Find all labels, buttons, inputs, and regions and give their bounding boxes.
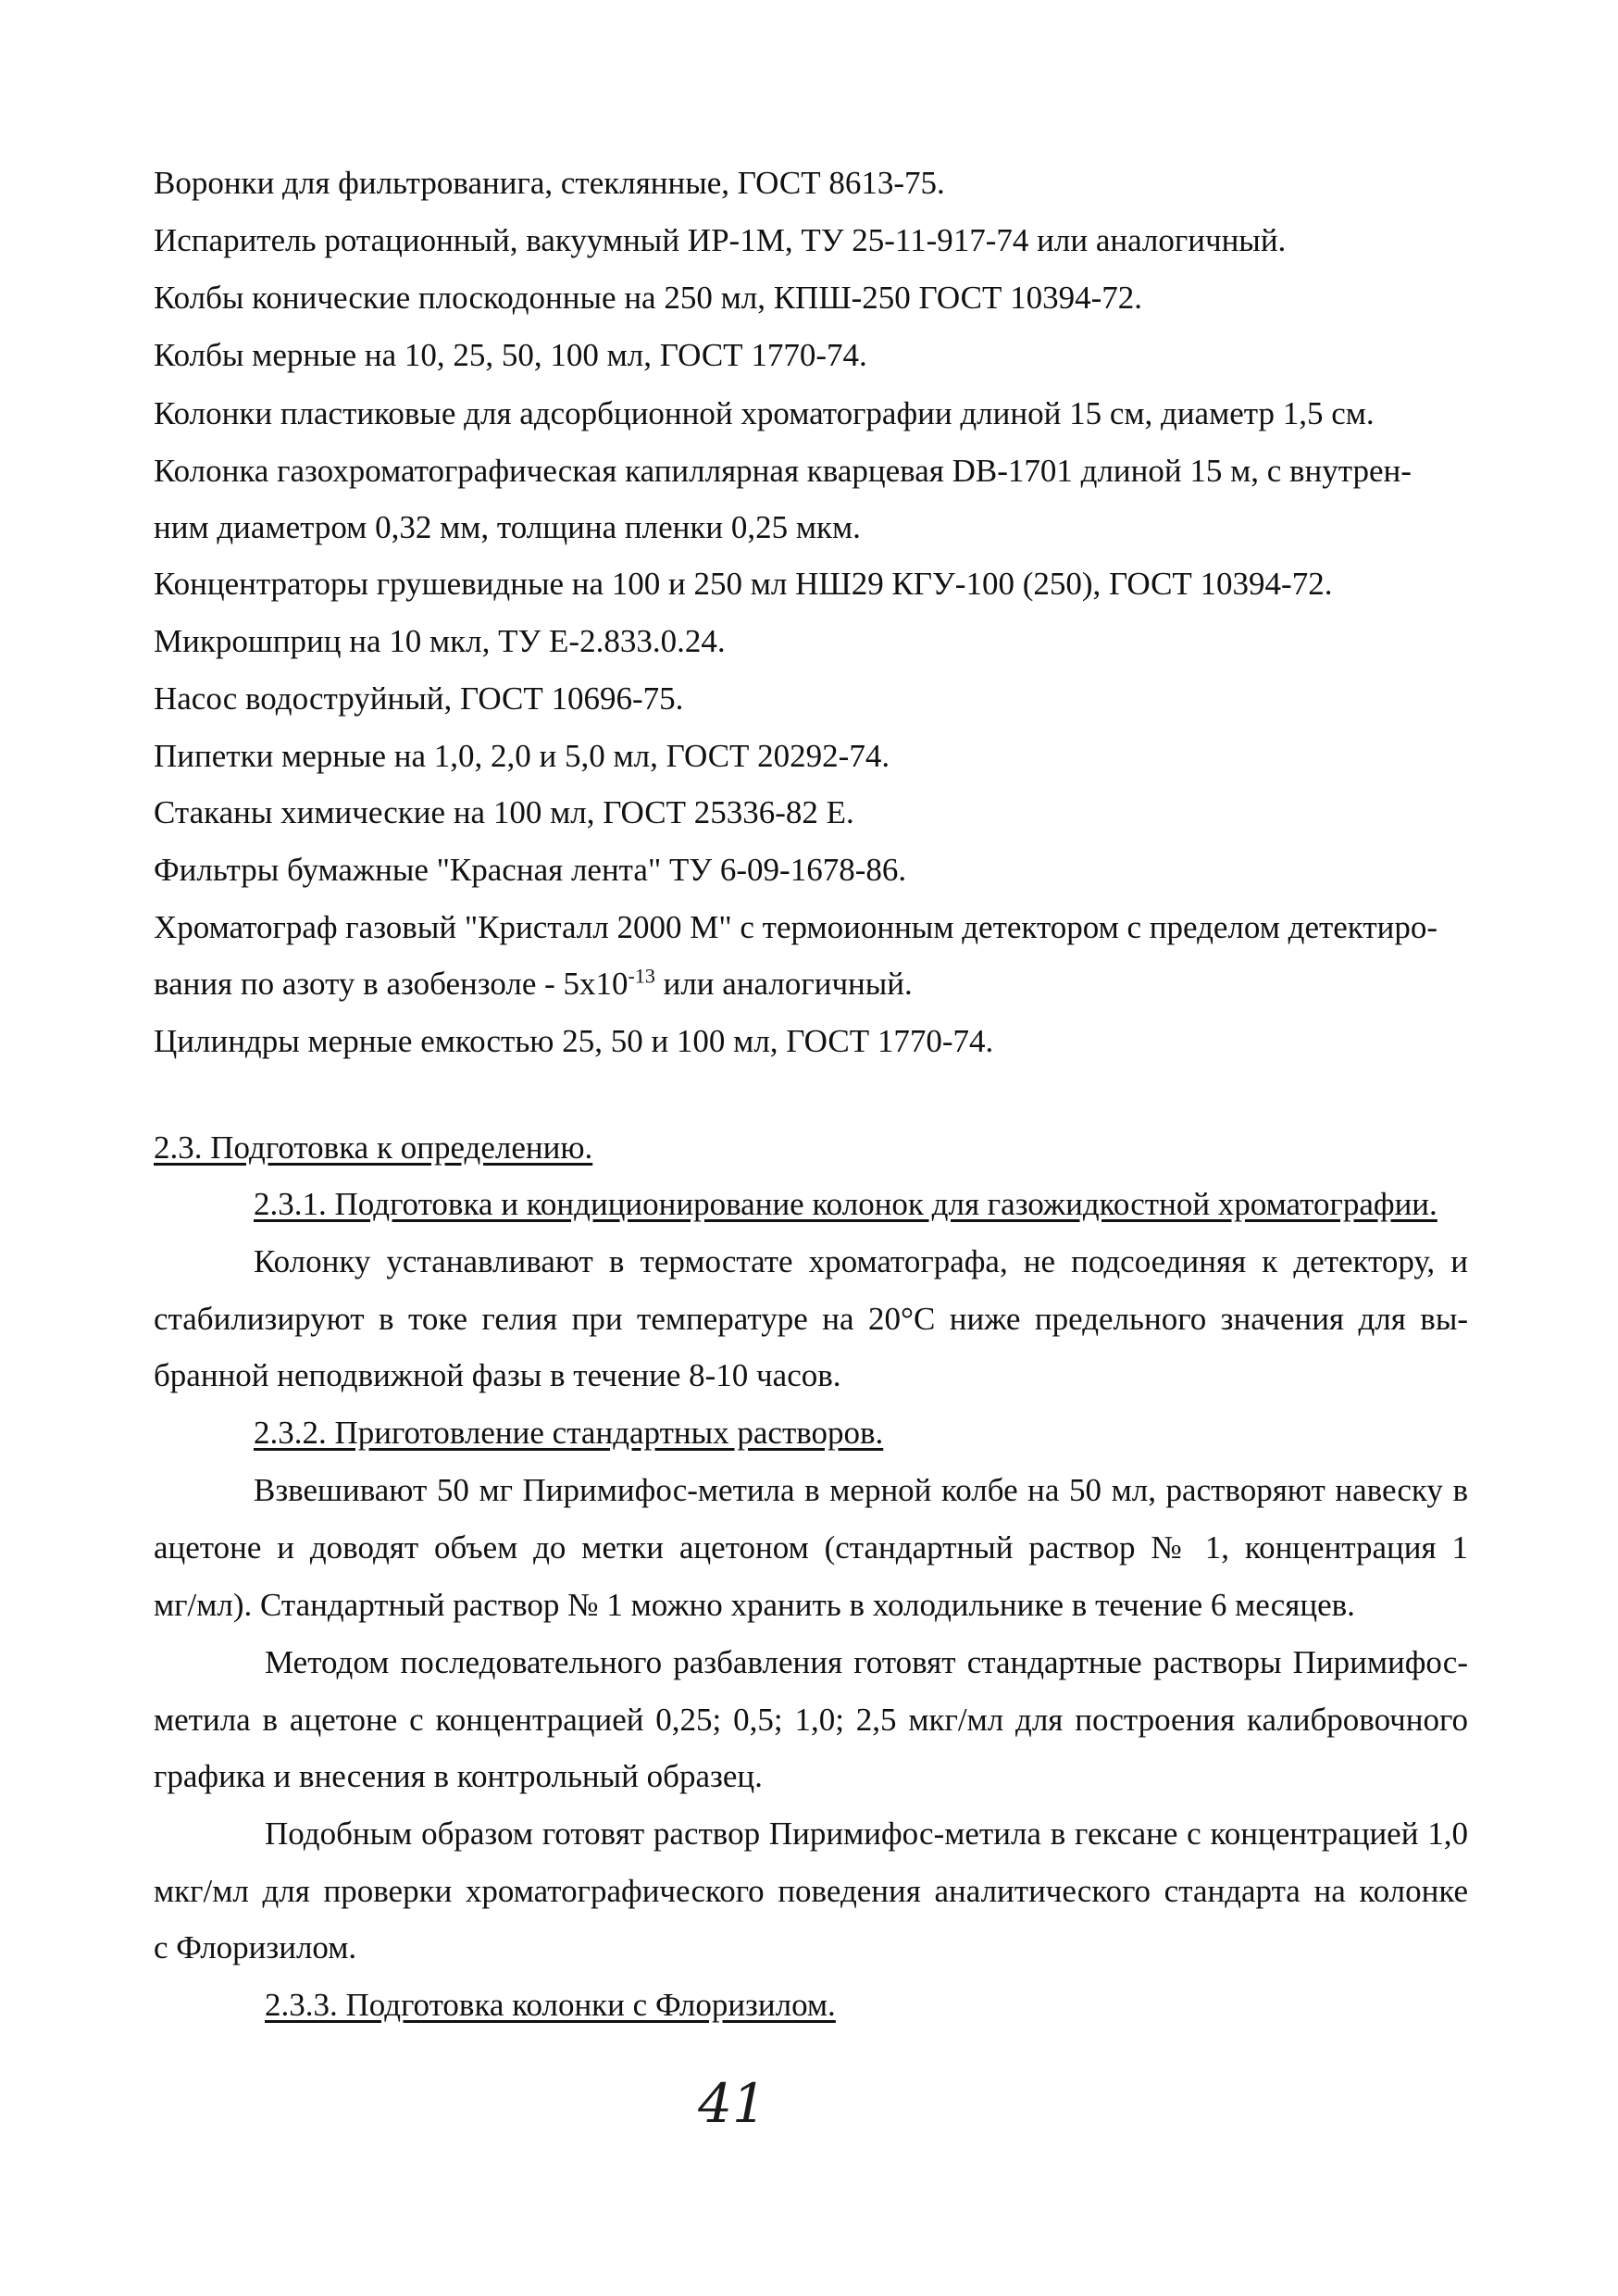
equipment-item: Колбы конические плоскодонные на 250 мл, КПШ-250 ГОСТ 10394-72. — [154, 280, 1142, 316]
equipment-item: Микрошприц на 10 мкл, ТУ Е-2.833.0.24. — [154, 623, 726, 659]
equipment-item: Хроматограф газовый "Кристалл 2000 М" с термоионным детектором с пределом детектиро- — [154, 909, 1438, 945]
equipment-item: Пипетки мерные на 1,0, 2,0 и 5,0 мл, ГОСТ 20292-74. — [154, 738, 890, 774]
paragraph-line: бранной неподвижной фазы в течение 8-10 часов. — [154, 1357, 841, 1393]
equipment-item: Стаканы химические на 100 мл, ГОСТ 25336-82 Е. — [154, 794, 854, 830]
equipment-item: Колбы мерные на 10, 25, 50, 100 мл, ГОСТ 1770-74. — [154, 337, 867, 373]
paragraph-line: метила в ацетоне с концентрацией 0,25; 0,5; 1,0; 2,5 мкг/мл для построения калибровочного — [154, 1702, 1468, 1738]
paragraph-line: стабилизируют в токе гелия при температуре на 20°С ниже предельного значения для вы- — [154, 1301, 1468, 1337]
equipment-item: Испаритель ротационный, вакуумный ИР-1М, ТУ 25-11-917-74 или аналогичный. — [154, 222, 1287, 258]
exponent: -13 — [628, 964, 655, 988]
section-heading: 2.3. Подготовка к определению. — [154, 1129, 593, 1166]
subsection-heading: 2.3.2. Приготовление стандартных растворов. — [254, 1415, 884, 1451]
equipment-item: Фильтры бумажные "Красная лента" ТУ 6-09-1678-86. — [154, 852, 907, 888]
equipment-item-continuation: ним диаметром 0,32 мм, толщина пленки 0,25 мкм. — [154, 509, 861, 545]
equipment-item: Воронки для фильтрованига, стеклянные, ГОСТ 8613-75. — [154, 165, 945, 201]
subsection-heading: 2.3.3. Подготовка колонки с Флоризилом. — [265, 1987, 836, 2023]
paragraph-line: графика и внесения в контрольный образец. — [154, 1758, 763, 1794]
paragraph-line: Колонку устанавливают в термостате хроматографа, не подсоединяя к детектору, и — [254, 1243, 1468, 1279]
paragraph-line: Взвешивают 50 мг Пиримифос-метила в мерной колбе на 50 мл, растворяют навеску в — [254, 1472, 1468, 1508]
equipment-item: Концентраторы грушевидные на 100 и 250 мл НШ29 КГУ-100 (250), ГОСТ 10394-72. — [154, 566, 1333, 602]
paragraph-line: ацетоне и доводят объем до метки ацетоном (стандартный раствор № 1, концентрация 1 — [154, 1529, 1468, 1566]
detection-limit-text: вания по азоту в азобензоле - 5x10 — [154, 966, 629, 1002]
paragraph-line: мг/мл). Стандартный раствор № 1 можно хранить в холодильнике в течение 6 месяцев. — [154, 1587, 1355, 1623]
equipment-item: Насос водоструйный, ГОСТ 10696-75. — [154, 680, 684, 717]
paragraph-line: мкг/мл для проверки хроматографического поведения аналитического стандарта на колонке — [154, 1873, 1468, 1909]
paragraph-line: Подобным образом готовят раствор Пиримифос-метила в гексане с концентрацией 1,0 — [265, 1816, 1468, 1852]
page-number: 41 — [698, 2072, 766, 2135]
detection-limit-tail: или аналогичный. — [654, 966, 913, 1002]
equipment-item: Колонки пластиковые для адсорбционной хроматографии длиной 15 см, диаметр 1,5 см. — [154, 395, 1375, 431]
equipment-item: Колонка газохроматографическая капиллярная кварцевая DB-1701 длиной 15 м, с внутрен- — [154, 453, 1412, 489]
paragraph-line: Методом последовательного разбавления готовят стандартные растворы Пиримифос- — [265, 1644, 1468, 1680]
equipment-item-continuation — [154, 964, 1468, 1004]
equipment-item: Цилиндры мерные емкостью 25, 50 и 100 мл, ГОСТ 1770-74. — [154, 1023, 994, 1059]
paragraph-line: с Флоризилом. — [154, 1929, 357, 1965]
subsection-heading: 2.3.1. Подготовка и кондиционирование колонок для газожидкостной хроматографии. — [254, 1186, 1438, 1222]
